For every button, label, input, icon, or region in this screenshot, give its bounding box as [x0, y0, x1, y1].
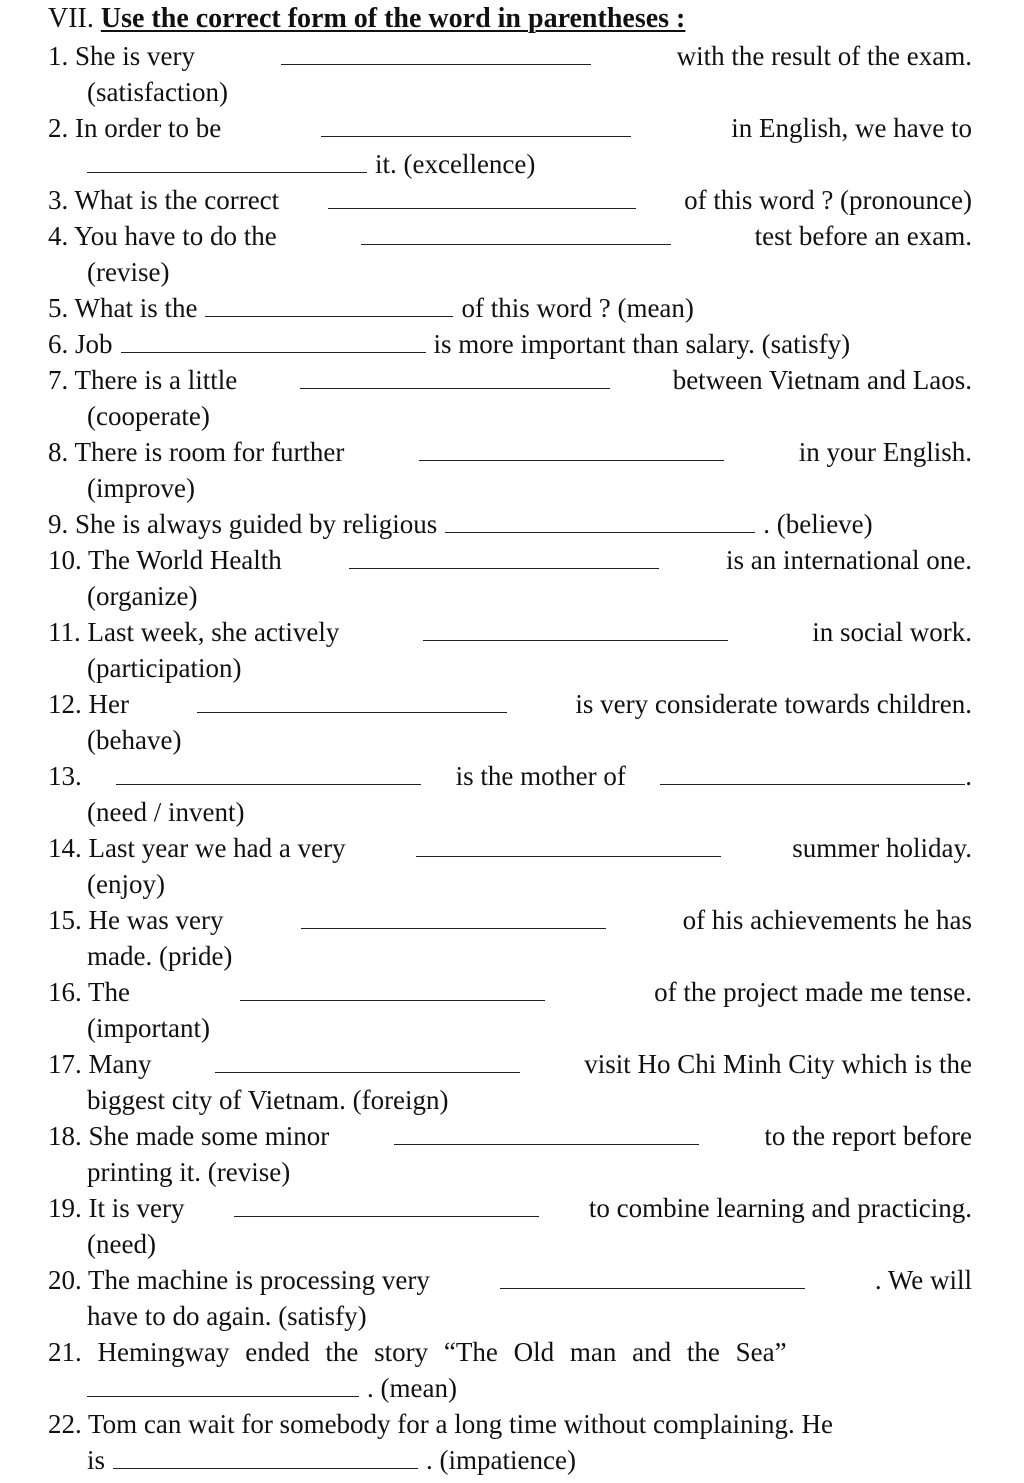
q15-text-end: made. (pride)	[87, 941, 233, 971]
q4-hint: (revise)	[87, 257, 170, 287]
q13-text: 13.	[48, 761, 82, 791]
question-22	[48, 1406, 972, 1442]
question-11	[48, 614, 972, 650]
question-17	[48, 1046, 972, 1082]
q13-text-mid: is the mother of	[455, 761, 626, 791]
answer-blank-1[interactable]	[281, 39, 591, 65]
question-3	[48, 182, 972, 218]
q5-text-end: of this word ? (mean)	[461, 293, 694, 323]
q22-text: 22. Tom can wait for somebody for a long time without complaining. He	[48, 1409, 833, 1439]
q14-text-end: summer holiday.	[792, 833, 972, 863]
answer-blank-12[interactable]	[197, 687, 507, 713]
q1-hint-line	[87, 74, 972, 110]
answer-blank-16[interactable]	[240, 975, 545, 1001]
question-20	[48, 1262, 972, 1298]
q8-hint-line	[87, 470, 972, 506]
exercise-title: Use the correct form of the word in parentheses :	[100, 3, 686, 34]
q16-text: 16. The	[48, 977, 130, 1007]
q17-text-end: biggest city of Vietnam. (foreign)	[87, 1085, 449, 1115]
q14-hint: (enjoy)	[87, 869, 165, 899]
q2-text-end: it. (excellence)	[375, 149, 536, 179]
q16-text-end: of the project made me tense.	[654, 977, 972, 1007]
q18-text-mid: to the report before	[764, 1121, 972, 1151]
question-15	[48, 902, 972, 938]
q17-text: 17. Many	[48, 1049, 152, 1079]
answer-blank-6[interactable]	[121, 327, 426, 353]
q4-hint-line	[87, 254, 972, 290]
question-14	[48, 830, 972, 866]
q17-text-mid: visit Ho Chi Minh City which is the	[584, 1049, 972, 1079]
q18-text: 18. She made some minor	[48, 1121, 330, 1151]
question-19	[48, 1190, 972, 1226]
q19-text-end: to combine learning and practicing.	[588, 1193, 972, 1223]
answer-blank-10[interactable]	[349, 543, 659, 569]
q10-text: 10. The World Health	[48, 545, 282, 575]
question-7	[48, 362, 972, 398]
q19-hint-line	[87, 1226, 972, 1262]
answer-blank-5[interactable]	[205, 291, 453, 317]
q13-hint: (need / invent)	[87, 797, 245, 827]
question-5	[48, 290, 972, 326]
q7-hint: (cooperate)	[87, 401, 210, 431]
q11-text-end: in social work.	[812, 617, 972, 647]
question-16	[48, 974, 972, 1010]
answer-blank-11[interactable]	[423, 615, 728, 641]
q12-text-end: is very considerate towards children.	[575, 689, 972, 719]
q19-text: 19. It is very	[48, 1193, 185, 1223]
q20-text-mid: . We will	[874, 1265, 972, 1295]
question-2	[48, 110, 972, 146]
q18-text-end: printing it. (revise)	[87, 1157, 291, 1187]
q15-text: 15. He was very	[48, 905, 224, 935]
q6-text-end: is more important than salary. (satisfy)	[433, 329, 851, 359]
q15-continuation	[87, 938, 972, 974]
q22-text-end: . (impatience)	[426, 1445, 576, 1475]
question-12	[48, 686, 972, 722]
question-10	[48, 542, 972, 578]
q5-text: 5. What is the	[48, 293, 198, 323]
q4-text-end: test before an exam.	[754, 221, 972, 251]
q1-hint: (satisfaction)	[87, 77, 228, 107]
q2-text-mid: in English, we have to	[731, 113, 972, 143]
question-1	[48, 38, 972, 74]
answer-blank-13b[interactable]	[660, 759, 965, 785]
q6-text: 6. Job	[48, 329, 113, 359]
q3-text: 3. What is the correct	[48, 185, 280, 215]
q15-text-mid: of his achievements he has	[682, 905, 972, 935]
q1-text: 1. She is very	[48, 41, 195, 71]
q20-text-end: have to do again. (satisfy)	[87, 1301, 367, 1331]
exercise-heading	[48, 2, 685, 36]
q10-text-end: is an international one.	[726, 545, 972, 575]
q2-continuation	[87, 146, 972, 182]
answer-blank-4[interactable]	[361, 219, 671, 245]
question-21	[48, 1334, 972, 1370]
answer-blank-19[interactable]	[234, 1191, 539, 1217]
q14-text: 14. Last year we had a very	[48, 833, 346, 863]
q22-continuation	[87, 1442, 972, 1478]
answer-blank-8[interactable]	[419, 435, 724, 461]
q12-hint-line	[87, 722, 972, 758]
q1-text-end: with the result of the exam.	[676, 41, 972, 71]
q20-continuation	[87, 1298, 972, 1334]
q21-continuation	[87, 1370, 972, 1406]
answer-blank-3[interactable]	[328, 183, 636, 209]
q12-text: 12. Her	[48, 689, 129, 719]
q16-hint-line	[87, 1010, 972, 1046]
q16-hint: (important)	[87, 1013, 210, 1043]
question-18	[48, 1118, 972, 1154]
question-13	[48, 758, 972, 794]
answer-blank-14[interactable]	[416, 831, 721, 857]
q2-text: 2. In order to be	[48, 113, 222, 143]
q14-hint-line	[87, 866, 972, 902]
question-4	[48, 218, 972, 254]
question-9	[48, 506, 972, 542]
q7-hint-line	[87, 398, 972, 434]
answer-blank-21[interactable]	[87, 1371, 359, 1397]
answer-blank-13a[interactable]	[116, 759, 421, 785]
question-8	[48, 434, 972, 470]
answer-blank-22[interactable]	[113, 1443, 418, 1469]
answer-blank-2a[interactable]	[321, 111, 631, 137]
q13-hint-line	[87, 794, 972, 830]
exercise-number: VII.	[48, 3, 94, 34]
answer-blank-20[interactable]	[500, 1263, 805, 1289]
q21-text: 21. Hemingway ended the story “The Old man and the Sea”	[48, 1337, 787, 1367]
answer-blank-7[interactable]	[300, 363, 610, 389]
q11-text: 11. Last week, she actively	[48, 617, 340, 647]
q3-text-end: of this word ? (pronounce)	[684, 185, 972, 215]
q11-hint-line	[87, 650, 972, 686]
answer-blank-17[interactable]	[215, 1047, 520, 1073]
question-6	[48, 326, 972, 362]
q11-hint: (participation)	[87, 653, 242, 683]
q8-text-end: in your English.	[798, 437, 972, 467]
q7-text-end: between Vietnam and Laos.	[672, 365, 972, 395]
answer-blank-2b[interactable]	[87, 147, 367, 173]
q18-continuation	[87, 1154, 972, 1190]
q20-text: 20. The machine is processing very	[48, 1265, 430, 1295]
q22-text-mid: is	[87, 1445, 106, 1475]
q19-hint: (need)	[87, 1229, 156, 1259]
answer-blank-9[interactable]	[445, 507, 755, 533]
q12-hint: (behave)	[87, 725, 182, 755]
q9-text: 9. She is always guided by religious	[48, 509, 438, 539]
q8-text: 8. There is room for further	[48, 437, 345, 467]
q7-text: 7. There is a little	[48, 365, 238, 395]
q4-text: 4. You have to do the	[48, 221, 277, 251]
q9-text-end: . (believe)	[763, 509, 873, 539]
q8-hint: (improve)	[87, 473, 195, 503]
answer-blank-18[interactable]	[394, 1119, 699, 1145]
q13-tail	[660, 758, 972, 794]
q17-continuation	[87, 1082, 972, 1118]
q10-hint: (organize)	[87, 581, 198, 611]
q13-text-end: .	[965, 761, 972, 791]
q21-text-end: . (mean)	[367, 1373, 457, 1403]
answer-blank-15[interactable]	[301, 903, 606, 929]
q10-hint-line	[87, 578, 972, 614]
